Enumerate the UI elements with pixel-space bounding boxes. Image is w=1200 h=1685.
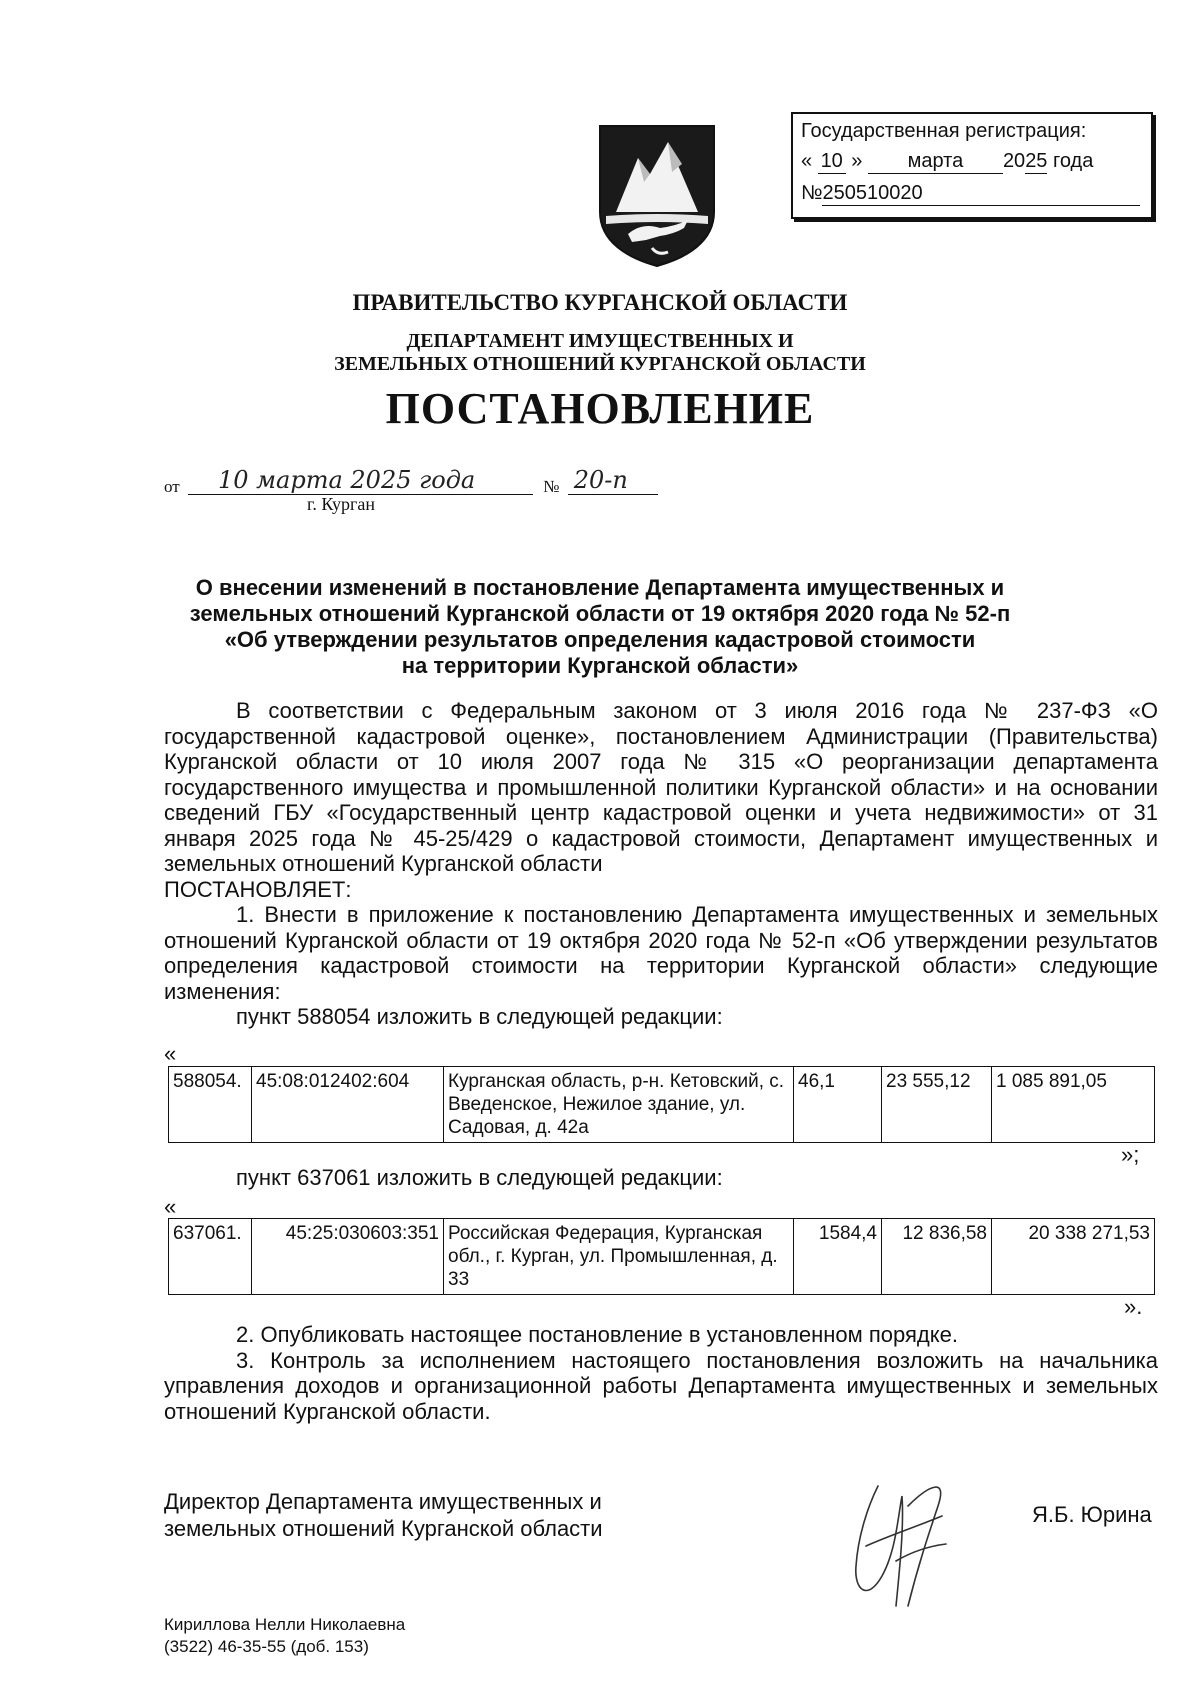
preamble-paragraph: В соответствии с Федеральным законом от 3 июля 2016 года № 237-ФЗ «О государственной кадастровой оценке», постановлением Администрации (Правительства) Курганской области от 10 июля 2007 года № 315 «О реорганизации департамента государственного имущества и промышленной политики Курганской области» и на основании сведений ГБУ «Государственный центр кадастровой оценки и учета недвижимости» от 31 января 2025 года № 45-25/429 о кадастровой стоимости, Департамент имущественных и земельных отношений Курганской области [164,698,1158,876]
document-title: ПОСТАНОВЛЕНИЕ [385,384,815,433]
date-number-row [164,466,658,499]
close-quote-2: ». [1124,1294,1143,1319]
subject-line-3: «Об утверждении результатов определения кадастровой стоимости [224,627,976,652]
cell-cadastral-number: 45:25:030603:351 [252,1219,444,1295]
table-row [169,1067,1155,1143]
cadastral-table-1 [168,1066,1155,1143]
cell-unit-value: 12 836,58 [882,1219,992,1295]
department-line-2: ЗЕМЕЛЬНЫХ ОТНОШЕНИЙ КУРГАНСКОЙ ОБЛАСТИ [334,353,866,375]
cell-total-value: 20 338 271,53 [992,1219,1155,1295]
signer-name: Я.Б. Юрина [1032,1502,1152,1527]
resolves-label: ПОСТАНОВЛЯЕТ: [164,876,352,902]
cell-number: 588054. [169,1067,252,1143]
body-section-2 [164,1165,1158,1191]
cell-area: 1584,4 [794,1219,882,1295]
registration-year-suffix: 25 [1025,150,1048,172]
from-label: от [164,477,180,496]
registration-number: 250510020 [822,182,1140,206]
registration-stamp [791,112,1153,219]
signer-position [164,1488,603,1542]
government-header: ПРАВИТЕЛЬСТВО КУРГАНСКОЙ ОБЛАСТИ [352,290,848,315]
registration-number-prefix: № [801,182,823,204]
cell-number: 637061. [169,1219,252,1295]
table-row [169,1219,1155,1295]
signer-position-line-2: земельных отношений Курганской области [164,1516,603,1541]
department-header [0,330,1200,376]
signer-position-line-1: Директор Департамента имущественных и [164,1489,602,1514]
cell-unit-value: 23 555,12 [882,1067,992,1143]
coat-of-arms-icon [598,124,716,268]
registration-number-row [801,182,1140,206]
subject-heading [0,575,1200,679]
contact-phone: (3522) 46-35-55 (доб. 153) [164,1637,369,1656]
handwritten-date: 10 марта 2025 года [217,466,476,494]
body-section-3 [164,1322,1158,1424]
open-quote-1: « [164,1041,177,1066]
registration-month: марта [868,150,1003,174]
close-quote-1: »; [1121,1142,1140,1167]
body-section-1 [164,698,1158,1030]
number-label: № [543,477,560,496]
registration-date: « 10 » марта 2025 года [801,150,1094,172]
contact-block [164,1614,405,1658]
registration-label: Государственная регистрация: [801,120,1087,142]
registration-year-prefix: 20 [1002,150,1026,172]
registration-year-word: года [1053,150,1094,172]
cell-total-value: 1 085 891,05 [992,1067,1155,1143]
open-quote-2: « [164,1194,177,1219]
city: г. Курган [307,494,376,514]
subject-line-1: О внесении изменений в постановление Департамента имущественных и [195,575,1005,600]
subject-line-4: на территории Курганской области» [401,653,799,678]
point-1-intro: пункт 588054 изложить в следующей редакции: [236,1004,723,1029]
point-2-intro: пункт 637061 изложить в следующей редакции: [236,1165,723,1190]
cadastral-table-2 [168,1218,1155,1295]
cell-address: Российская Федерация, Курганская обл., г. Курган, ул. Промышленная, д. 33 [444,1219,794,1295]
contact-name: Кириллова Нелли Николаевна [164,1615,406,1634]
item-2-paragraph: 2. Опубликовать настоящее постановление в установленном порядке. [236,1322,958,1347]
cell-area: 46,1 [794,1067,882,1143]
item-3-paragraph: 3. Контроль за исполнением настоящего постановления возложить на начальника управления доходов и организационной работы Департамента имущественных и земельных отношений Курганской области. [164,1347,1158,1424]
handwritten-signature-icon [838,1466,958,1616]
subject-line-2: земельных отношений Курганской области от 19 октября 2020 года № 52-п [189,601,1011,626]
handwritten-number: 20-п [573,466,628,494]
cell-address: Курганская область, р-н. Кетовский, с. Введенское, Нежилое здание, ул. Садовая, д. 42а [444,1067,794,1143]
cell-cadastral-number: 45:08:012402:604 [252,1067,444,1143]
item-1-paragraph: 1. Внести в приложение к постановлению Департамента имущественных и земельных отношений Курганской области от 19 октября 2020 года № 52-п «Об утверждении результатов определения кадастровой стоимости на территории Курганской области» следующие изменения: [164,902,1158,1004]
registration-day: 10 [818,150,846,174]
department-line-1: ДЕПАРТАМЕНТ ИМУЩЕСТВЕННЫХ И [406,330,794,352]
